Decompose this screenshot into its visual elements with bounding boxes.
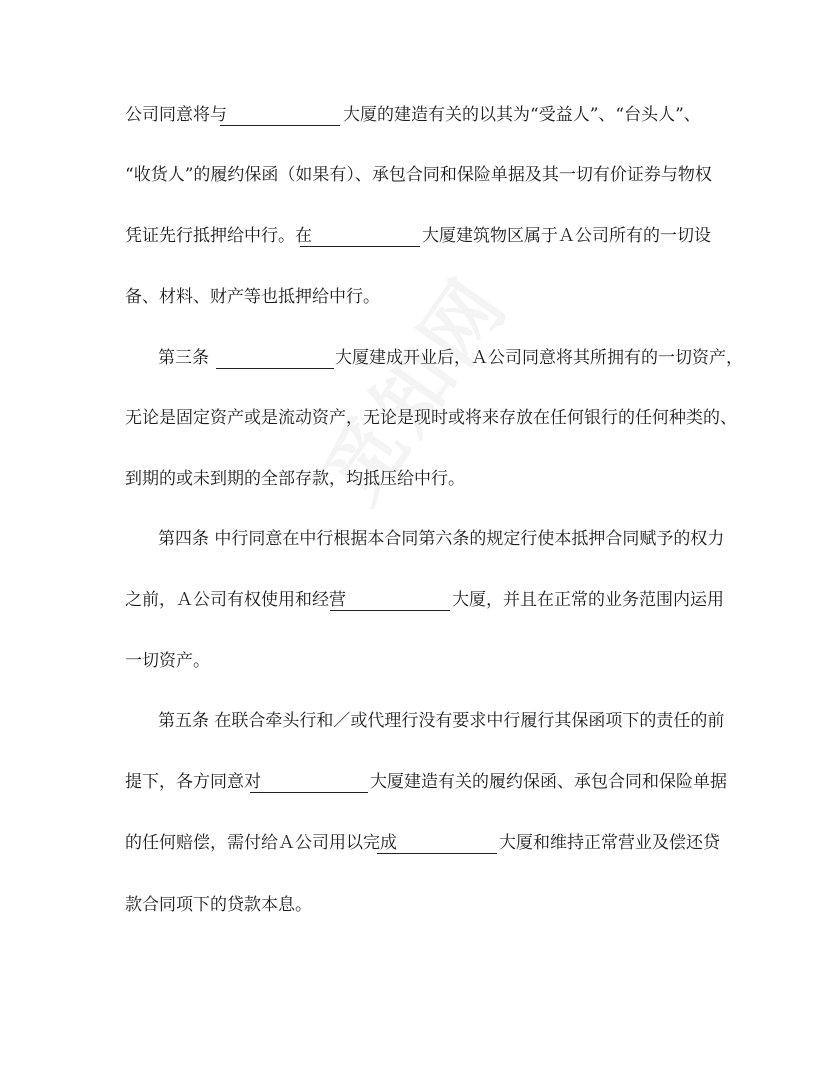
- text-line: [0, 890, 830, 920]
- text-segment: 之前，Ａ公司有权使用和经营: [125, 590, 346, 610]
- text-segment: “收货人”的履约保函（如果有）、承包合同和保险单据及其一切有价证券与物权: [125, 165, 712, 185]
- text-segment: 款合同项下的贷款本息。: [125, 895, 312, 915]
- fill-blank: [300, 246, 420, 247]
- fill-blank: [330, 610, 450, 611]
- text-segment: 备、材料、财产等也抵押给中行。: [125, 287, 380, 307]
- text-line: [0, 585, 830, 615]
- text-segment: 凭证先行抵押给中行。在: [125, 226, 312, 246]
- text-line: [0, 828, 830, 858]
- fill-blank: [250, 792, 368, 793]
- text-segment: 第五条 在联合牵头行和／或代理行没有要求中行履行其保函项下的责任的前: [158, 711, 725, 731]
- text-segment: 大厦建筑物区属于Ａ公司所有的一切设: [422, 226, 711, 246]
- text-line: [0, 706, 830, 736]
- text-segment: 一切资产。: [125, 651, 210, 671]
- text-segment: 第四条 中行同意在中行根据本合同第六条的规定行使本抵押合同赋予的权力: [158, 529, 725, 549]
- text-line: [0, 221, 830, 251]
- text-line: [0, 646, 830, 676]
- text-segment: 大厦，并且在正常的业务范围内运用: [452, 590, 724, 610]
- fill-blank: [220, 125, 340, 126]
- text-segment: 无论是固定资产或是流动资产，无论是现时或将来存放在任何银行的任何种类的、: [125, 408, 737, 428]
- text-line: [0, 464, 830, 494]
- text-line: [0, 767, 830, 797]
- text-segment: 公司同意将与: [125, 105, 227, 125]
- text-line: [0, 282, 830, 312]
- fill-blank: [377, 853, 497, 854]
- text-line: [0, 524, 830, 554]
- text-segment: 大厦的建造有关的以其为“受益人”、“台头人”、: [343, 105, 701, 125]
- text-line: [0, 343, 830, 373]
- text-line: [0, 100, 830, 130]
- text-segment: 大厦建成开业后，Ａ公司同意将其所拥有的一切资产，: [335, 348, 743, 368]
- text-segment: 大厦和维持正常营业及偿还贷: [499, 833, 720, 853]
- text-segment: 提下，各方同意对: [125, 772, 261, 792]
- text-segment: 到期的或未到期的全部存款，均抵压给中行。: [125, 469, 465, 489]
- text-line: [0, 160, 830, 190]
- fill-blank: [216, 368, 334, 369]
- text-segment: 的任何赔偿，需付给Ａ公司用以完成: [125, 833, 397, 853]
- text-segment: 第三条: [158, 348, 209, 368]
- text-segment: 大厦建造有关的履约保函、承包合同和保险单据: [370, 772, 727, 792]
- text-line: [0, 403, 830, 433]
